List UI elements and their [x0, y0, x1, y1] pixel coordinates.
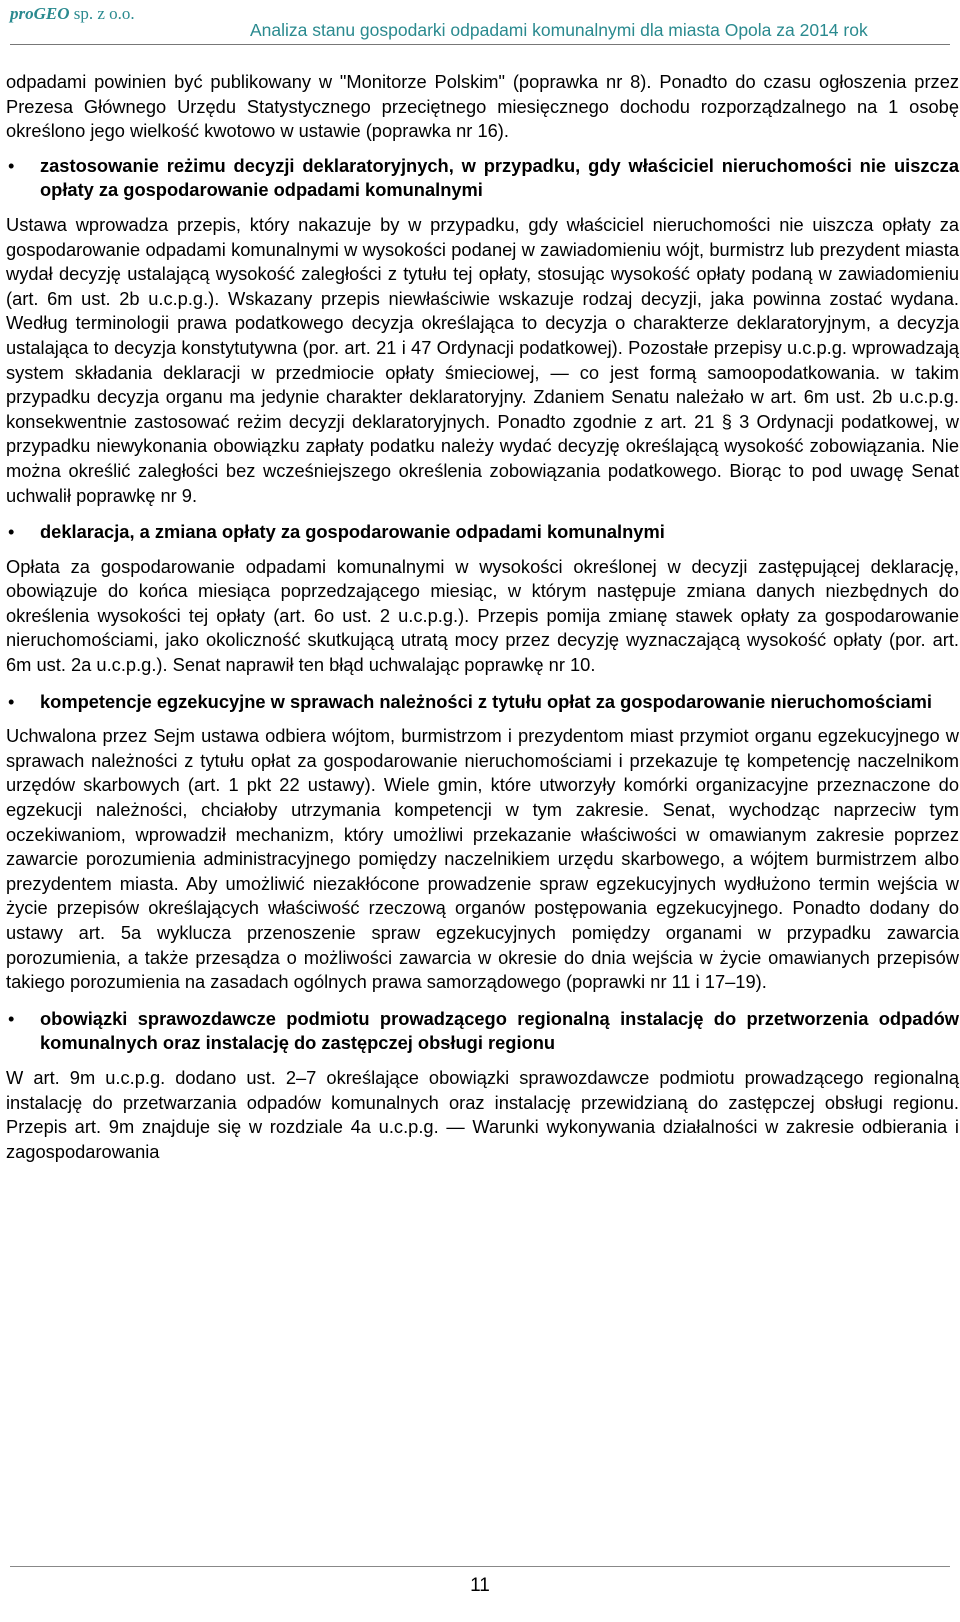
bullet-heading-text: obowiązki sprawozdawcze podmiotu prowadzącego regionalną instalację do przetworzenia odpadów komunalnych oraz instalację do zastępczej obsługi regionu — [40, 1007, 959, 1054]
company-suffix: sp. z o.o. — [69, 4, 135, 23]
document-body — [6, 70, 959, 1164]
bullet-heading-2 — [6, 520, 959, 545]
bullet-icon: • — [8, 1007, 15, 1029]
company-name — [10, 4, 135, 24]
bullet-heading-text: kompetencje egzekucyjne w sprawach należności z tytułu opłat za gospodarowanie nieruchomościami — [40, 690, 932, 712]
company-brand: proGEO — [10, 4, 70, 23]
paragraph-intro: odpadami powinien być publikowany w "Monitorze Polskim" (poprawka nr 8). Ponadto do czasu ogłoszenia przez Prezesa Głównego Urzędu Statystycznego przeciętnego miesięcznego dochodu rozporządzalnego na 1 osobę określono jego wielkość kwotowo w ustawie (poprawka nr 16). — [6, 71, 959, 142]
paragraph-4: W art. 9m u.c.p.g. dodano ust. 2–7 określające obowiązki sprawozdawcze podmiotu prowadzącego regionalną instalację do przetwarzania odpadów komunalnych oraz instalację przewidzianą do zastępczej obsługi regionu. Przepis art. 9m znajduje się w rozdziale 4a u.c.p.g. — Warunki wykonywania działalności w zakresie odbierania i zagospodarowania — [6, 1066, 959, 1162]
paragraph-1: Ustawa wprowadza przepis, który nakazuje by w przypadku, gdy właściciel nieruchomości nie uiszcza opłaty za gospodarowanie odpadami komunalnymi w wysokości podanej w zawiadomieniu wójt, burmistrz lub prezydent miasta wydał decyzję ustalającą wysokość zaległości z tytułu tej opłaty, stosując wysokość opłaty podaną w zawiadomieniu (art. 6m ust. 2b u.c.p.g.). Wskazany przepis niewłaściwie wskazuje rodzaj decyzji, jaka powinna zostać wydana. Według terminologii prawa podatkowego decyzja określająca to decyzja o charakterze deklaratoryjnym, a decyzja ustalająca to decyzja konstytutywna (por. art. 21 i 47 Ordynacji podatkowej). Pozostałe przepisy u.c.p.g. wprowadzają system składania deklaracji w przedmiocie opłaty śmieciowej, — co jest formą samoopodatkowania. w takim przypadku decyzja organu ma jedynie charakter deklaratoryjny. Zdaniem Senatu należało w art. 6m ust. 2b u.c.p.g. konsekwentnie zastosować reżim decyzji deklaratoryjnych. Ponadto zgodnie z art. 21 § 3 Ordynacji podatkowej, w przypadku niewykonania obowiązku zapłaty podatku należy wydać decyzję określającą wysokość zobowiązania. Nie można określić zaległości bez wcześniejszego określenia zobowiązania podatkowego. Biorąc to pod uwagę Senat uchwalił poprawkę nr 9. — [6, 213, 959, 506]
bullet-heading-text: deklaracja, a zmiana opłaty za gospodarowanie odpadami komunalnymi — [40, 521, 665, 543]
page-number: 11 — [470, 1575, 490, 1596]
bullet-heading-text: zastosowanie reżimu decyzji deklaratoryjnych, w przypadku, gdy właściciel nieruchomości nie uiszcza opłaty za gospodarowanie odpadami komunalnymi — [40, 154, 959, 201]
document-title: Analiza stanu gospodarki odpadami komunalnymi dla miasta Opola za 2014 rok — [250, 20, 868, 40]
bullet-heading-1 — [6, 154, 959, 203]
bullet-icon: • — [8, 154, 15, 176]
header-divider — [10, 44, 950, 45]
bullet-icon: • — [8, 690, 15, 712]
bullet-heading-3 — [6, 690, 959, 715]
paragraph-2: Opłata za gospodarowanie odpadami komunalnymi w wysokości określonej w decyzji zastępującej deklarację, obowiązuje do końca miesiąca poprzedzającego miesiąc, w którym następuje zmiana danych niezbędnych do określenia wysokości tej opłaty (art. 6o ust. 2 u.c.p.g.). Przepis pomija zmianę stawek opłaty za gospodarowanie nieruchomościami, jako okoliczność skutkującą utratą mocy przez decyzję wyznaczającą wysokość opłaty (por. art. 6m ust. 2a u.c.p.g.). Senat naprawił ten błąd uchwalając poprawkę nr 10. — [6, 555, 959, 676]
paragraph-3: Uchwalona przez Sejm ustawa odbiera wójtom, burmistrzom i prezydentom miast przymiot organu egzekucyjnego w sprawach należności z tytułu opłat za gospodarowanie nieruchomościami i przekazuje tę kompetencję naczelnikom urzędów skarbowych (art. 1 pkt 22 ustawy). Wiele gmin, które utworzyły komórki organizacyjne przeznaczone do egzekucji należności, chciałoby utrzymania kompetencji w tym zakresie. Senat, wychodząc naprzeciw tym oczekiwaniom, wprowadził mechanizm, który umożliwi przekazanie właściwości w omawianym zakresie poprzez zawarcie porozumienia administracyjnego pomiędzy naczelnikiem urzędu skarbowego, a wójtem burmistrzem albo prezydentem miasta. Aby umożliwić niezakłócone prowadzenie spraw egzekucyjnych wydłużono termin wejścia w życie przepisów określających właściwość rzeczową organów postępowania egzekucyjnego. Ponadto dodany do ustawy art. 5a wyklucza przenoszenie spraw egzekucyjnych pomiędzy organami w przypadku zawarcia porozumienia, a także przesądza o możliwości zawarcia w okresie do dnia wejścia w życie omawianych przepisów takiego porozumienia na zasadach ogólnych prawa samorządowego (poprawki nr 11 i 17–19). — [6, 725, 959, 993]
bullet-icon: • — [8, 521, 15, 543]
footer-divider — [10, 1566, 950, 1567]
bullet-heading-4 — [6, 1007, 959, 1056]
page-header — [10, 0, 950, 40]
